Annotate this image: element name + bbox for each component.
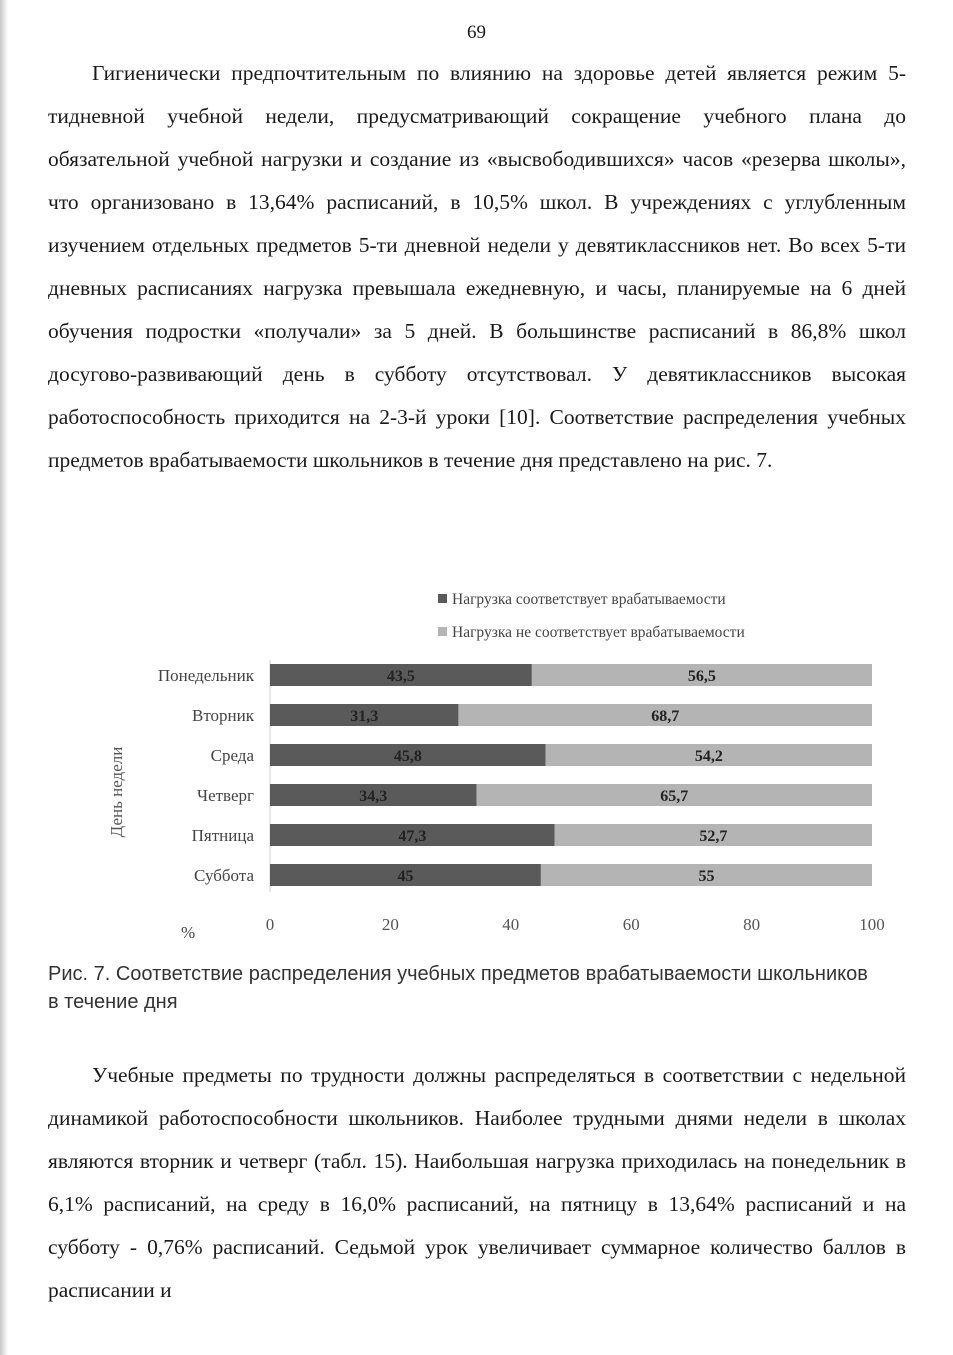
x-tick-label: 80: [743, 915, 761, 934]
y-axis-label: День недели: [107, 746, 126, 838]
chart-legend: [438, 591, 745, 641]
bar-value-label: 45: [397, 868, 414, 885]
bar-value-label: 52,7: [699, 828, 728, 845]
bar-value-label: 68,7: [651, 708, 680, 725]
bar-value-label: 56,5: [687, 668, 716, 685]
paragraph-2: Учебные предметы по трудности должны распределяться в соответствии с недельной динамикой работоспособности школьников. Наиболее трудными днями недели в школах являются вторник и четверг (табл. 15). Наибольшая нагрузка приходилась на понедельник в 6,1% расписаний, на среду в 16,0% расписаний, на пятницу в 13,64% расписаний и на субботу - 0,76% расписаний. Седьмой урок увеличивает суммарное количество баллов в расписании и: [48, 1063, 906, 1302]
legend-swatch-match: [438, 594, 447, 603]
bar-value-label: 55: [698, 868, 715, 885]
stacked-bar-chart: [0, 580, 953, 960]
page-number: 69: [467, 22, 486, 43]
legend-label-mismatch: Нагрузка не соответствует врабатываемости: [452, 624, 745, 641]
x-tick-label: 40: [502, 915, 520, 934]
x-ticks-group: [266, 915, 885, 934]
bar-value-label: 31,3: [350, 708, 379, 725]
x-tick-label: 60: [622, 915, 640, 934]
category-label: Понедельник: [157, 666, 254, 685]
x-tick-label: 100: [859, 915, 885, 934]
category-label: Четверг: [197, 786, 254, 805]
bar-value-label: 34,3: [359, 788, 388, 805]
x-tick-label: 0: [265, 915, 275, 934]
bar-value-label: 47,3: [398, 828, 427, 845]
legend-swatch-mismatch: [438, 627, 447, 636]
figure-caption: Рис. 7. Соответствие распределения учебных предметов врабатываемости школьников в течение дня: [48, 963, 868, 1013]
bar-value-label: 54,2: [694, 748, 723, 765]
bars-group: [158, 664, 872, 886]
bar-value-label: 45,8: [393, 748, 422, 765]
x-axis-unit-label: %: [181, 923, 196, 942]
bar-value-label: 65,7: [660, 788, 689, 805]
category-label: Среда: [210, 746, 254, 765]
category-label: Суббота: [194, 866, 254, 885]
legend-label-match: Нагрузка соответствует врабатываемости: [452, 591, 726, 608]
category-label: Пятница: [191, 826, 254, 845]
paragraph-1: Гигиенически предпочтительным по влиянию на здоровье детей является режим 5-тидневной учебной недели, предусматривающий сокращение учебного плана до обязательной учебной нагрузки и создание из «высвободившихся» часов «резерва школы», что организовано в 13,64% расписаний, в 10,5% школ. В учреждениях с углубленным изучением отдельных предметов 5-ти дневной недели у девятиклассников нет. Во всех 5-ти дневных расписаниях нагрузка превышала ежедневную, и часы, планируемые на 6 дней обучения подростки «получали» за 5 дней. В большинстве расписаний в 86,8% школ досугово-развивающий день в субботу отсутствовал. У девятиклассников высокая работоспособность приходится на 2-3-й уроки [10]. Соответствие распределения учебных предметов врабатываемости школьников в течение дня представлено на рис. 7.: [48, 61, 906, 472]
bar-value-label: 43,5: [386, 668, 415, 685]
x-tick-label: 20: [381, 915, 399, 934]
category-label: Вторник: [192, 706, 254, 725]
